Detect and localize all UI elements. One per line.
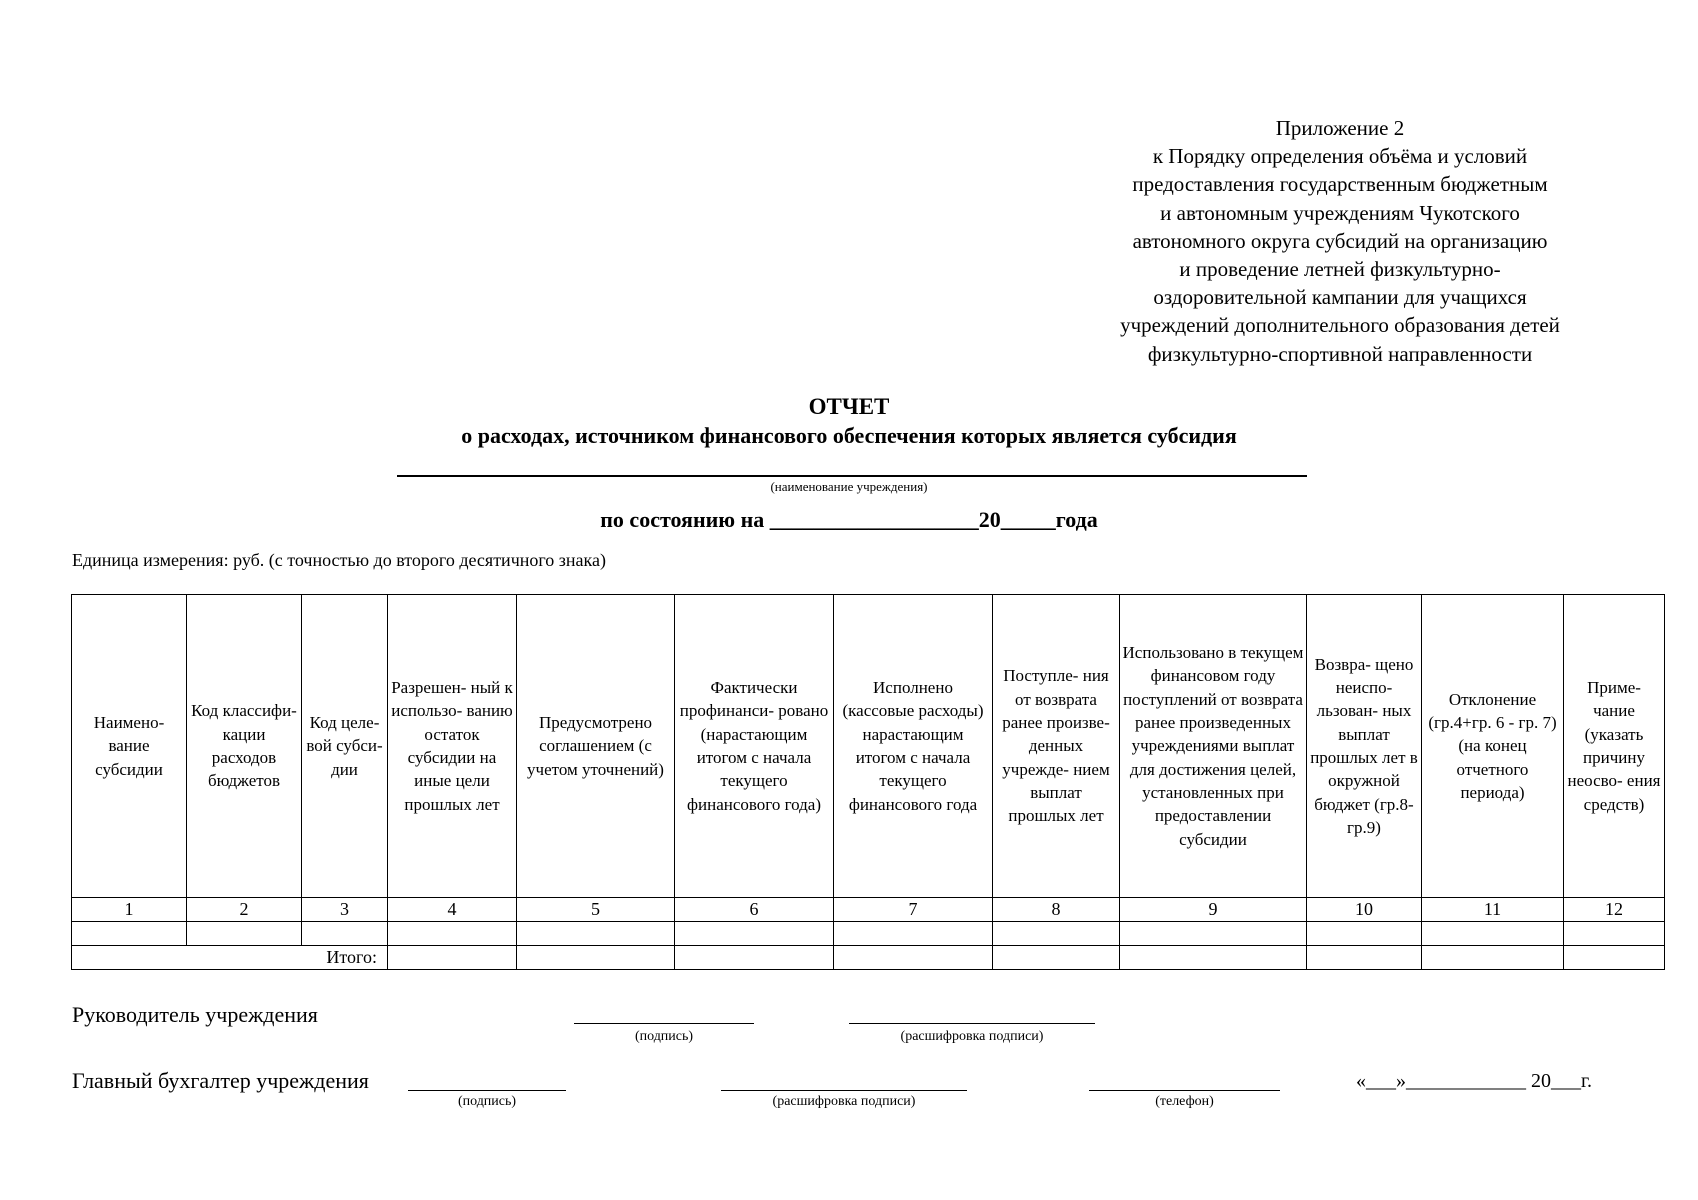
table-cell[interactable] xyxy=(675,922,834,946)
column-header: Фактически профинанси- ровано (нарастающим итогом с начала текущего финансового года) xyxy=(675,595,834,898)
annex-line: и проведение летней физкультурно- xyxy=(1179,257,1501,282)
column-number: 3 xyxy=(302,898,388,922)
column-header: Код целе- вой субси- дии xyxy=(302,595,388,898)
column-header: Предусмотрено соглашением (с учетом уточнений) xyxy=(517,595,675,898)
column-number: 10 xyxy=(1307,898,1422,922)
total-cell[interactable] xyxy=(993,946,1120,970)
annex-line: физкультурно-спортивной направленности xyxy=(1147,341,1533,366)
annex-line: и автономным учреждениям Чукотского xyxy=(1160,200,1520,225)
column-header: Разрешен- ный к использо- ванию остаток субсидии на иные цели прошлых лет xyxy=(388,595,517,898)
table-row xyxy=(72,922,1665,946)
column-number: 11 xyxy=(1422,898,1564,922)
column-number: 4 xyxy=(388,898,517,922)
head-signature-caption: (подпись) xyxy=(634,1029,694,1044)
column-header: Возвра- щено неиспо- льзован- ных выплат прошлых лет в окружной бюджет (гр.8-гр.9) xyxy=(1307,595,1422,898)
head-decoding-line[interactable] xyxy=(849,1023,1095,1024)
table-cell[interactable] xyxy=(1307,922,1422,946)
institution-name-line xyxy=(397,475,1307,477)
accountant-signature-caption: (подпись) xyxy=(457,1094,517,1109)
annex-line: к Порядку определения объёма и условий xyxy=(1152,144,1528,169)
column-number: 2 xyxy=(187,898,302,922)
report-title: ОТЧЕТ xyxy=(808,394,890,419)
table-cell[interactable] xyxy=(1564,922,1665,946)
accountant-signature-line[interactable] xyxy=(408,1090,566,1091)
table-cell[interactable] xyxy=(993,922,1120,946)
table-header-row xyxy=(72,595,1665,898)
table-cell[interactable] xyxy=(517,922,675,946)
annex-line: учреждений дополнительного образования детей xyxy=(1120,313,1560,338)
head-decoding-caption: (расшифровка подписи) xyxy=(900,1029,1044,1044)
column-number: 7 xyxy=(834,898,993,922)
column-number: 6 xyxy=(675,898,834,922)
column-header: Отклонение (гр.4+гр. 6 - гр. 7) (на конец отчетного периода) xyxy=(1422,595,1564,898)
table-cell[interactable] xyxy=(72,922,187,946)
head-signature-line[interactable] xyxy=(574,1023,754,1024)
annex-line: автономного округа субсидий на организацию xyxy=(1132,228,1548,253)
column-header: Приме- чание (указать причину неосво- ения средств) xyxy=(1564,595,1665,898)
annex-line: предоставления государственным бюджетным xyxy=(1132,172,1548,197)
as-of-date: по состоянию на ___________________20_____года xyxy=(600,507,1098,532)
column-header: Код классифи- кации расходов бюджетов xyxy=(187,595,302,898)
annex-block xyxy=(1080,114,1600,368)
table-cell[interactable] xyxy=(1120,922,1307,946)
total-row xyxy=(72,946,1665,970)
accountant-decoding-caption: (расшифровка подписи) xyxy=(772,1094,916,1109)
institution-caption: (наименование учреждения) xyxy=(770,479,928,494)
column-header: Поступле- ния от возврата ранее произве- денных учрежде- нием выплат прошлых лет xyxy=(993,595,1120,898)
total-cell[interactable] xyxy=(1307,946,1422,970)
total-cell[interactable] xyxy=(675,946,834,970)
total-cell[interactable] xyxy=(517,946,675,970)
table-cell[interactable] xyxy=(388,922,517,946)
column-number: 12 xyxy=(1564,898,1665,922)
total-cell[interactable] xyxy=(1564,946,1665,970)
head-of-institution-label: Руководитель учреждения xyxy=(72,1002,318,1027)
total-label: Итого: xyxy=(72,946,388,970)
column-number: 8 xyxy=(993,898,1120,922)
date-field[interactable]: «___»____________ 20___г. xyxy=(1356,1070,1592,1092)
column-header: Использовано в текущем финансовом году поступлений от возврата ранее произведенных учреждениями выплат для достижения целей, установленных при предоставлении субсидии xyxy=(1120,595,1307,898)
total-cell[interactable] xyxy=(834,946,993,970)
accountant-decoding-line[interactable] xyxy=(721,1090,967,1091)
unit-of-measure: Единица измерения: руб. (с точностью до второго десятичного знака) xyxy=(72,550,606,570)
phone-caption: (телефон) xyxy=(1155,1094,1214,1109)
total-cell[interactable] xyxy=(1120,946,1307,970)
column-header: Исполнено (кассовые расходы) нарастающим итогом с начала текущего финансового года xyxy=(834,595,993,898)
column-header: Наимено- вание субсидии xyxy=(72,595,187,898)
table-cell[interactable] xyxy=(187,922,302,946)
column-number: 9 xyxy=(1120,898,1307,922)
phone-line[interactable] xyxy=(1089,1090,1280,1091)
report-subtitle: о расходах, источником финансового обеспечения которых является субсидия xyxy=(461,423,1237,448)
total-cell[interactable] xyxy=(1422,946,1564,970)
column-number-row xyxy=(72,898,1665,922)
table-cell[interactable] xyxy=(1422,922,1564,946)
report-table xyxy=(71,594,1665,970)
column-number: 5 xyxy=(517,898,675,922)
annex-line: оздоровительной кампании для учащихся xyxy=(1153,285,1527,310)
table-cell[interactable] xyxy=(834,922,993,946)
table-cell[interactable] xyxy=(302,922,388,946)
column-number: 1 xyxy=(72,898,187,922)
annex-line: Приложение 2 xyxy=(1275,116,1405,140)
chief-accountant-label: Главный бухгалтер учреждения xyxy=(72,1068,369,1093)
total-cell[interactable] xyxy=(388,946,517,970)
